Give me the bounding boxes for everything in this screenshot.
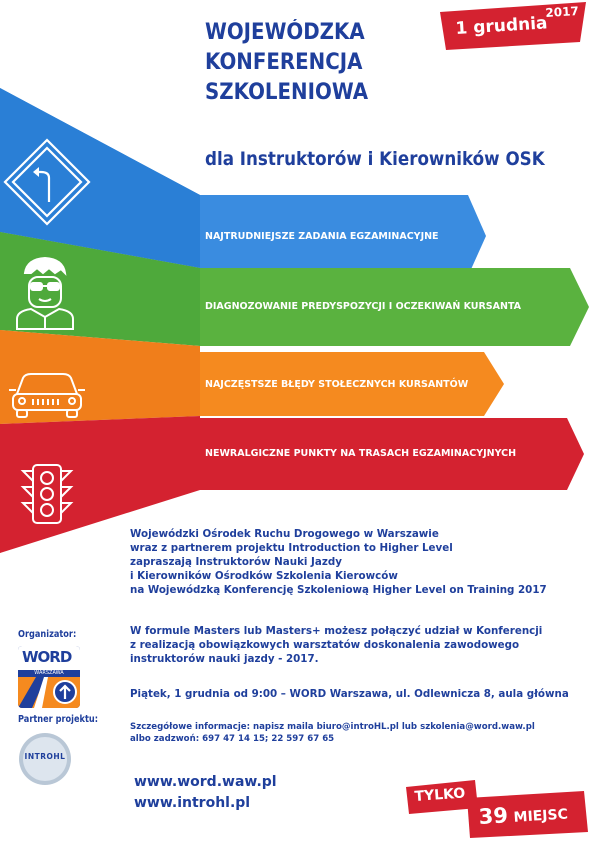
event-info: Piątek, 1 grudnia od 9:00 – WORD Warszawa, ul. Odlewnicza 8, aula główna (130, 688, 569, 700)
road-logo-icon (18, 677, 80, 708)
intro-paragraph (130, 527, 547, 597)
organizer-label: Organizator: (18, 629, 77, 640)
band-label-3: NAJCZĘSTSZE BŁĘDY STOŁECZNYCH KURSANTÓW (205, 379, 469, 390)
title-line-1: WOJEWÓDZKA (205, 20, 365, 45)
conference-subtitle: dla Instruktorów i Kierowników OSK (205, 148, 545, 170)
intro-line: zapraszają Instruktorów Nauki Jazdy (130, 556, 342, 568)
seats-badge-count: 39 (478, 803, 509, 829)
link-word[interactable]: www.word.waw.pl (134, 774, 277, 790)
formula-line: z realizacją obowiązkowych warsztatów doskonalenia zawodowego (130, 639, 520, 651)
word-logo-sub: WARSZAWA (18, 670, 80, 677)
contact-line: albo zadzwoń: 697 47 14 15; 22 597 67 65 (130, 734, 335, 744)
formula-paragraph (130, 624, 542, 666)
formula-line: W formule Masters lub Masters+ możesz połączyć udział w Konferencji (130, 625, 543, 637)
seats-badge-unit: MIEJSC (513, 806, 569, 826)
intro-line: na Wojewódzką Konferencję Szkoleniową Higher Level on Training 2017 (130, 584, 547, 596)
formula-line: instruktorów nauki jazdy - 2017. (130, 653, 319, 665)
band-label-1: NAJTRUDNIEJSZE ZADANIA EGZAMINACYJNE (205, 231, 439, 242)
band-label-4: NEWRALGICZNE PUNKTY NA TRASACH EGZAMINACYJNYCH (205, 448, 517, 459)
title-line-3: SZKOLENIOWA (205, 80, 369, 105)
link-introhl[interactable]: www.introhl.pl (134, 795, 251, 811)
date-badge-label: 1 grudnia (455, 13, 549, 39)
seats-badge-line1: TYLKO (414, 785, 466, 805)
contact-line: Szczegółowe informacje: napisz maila biuro@introHL.pl lub szkolenia@word.waw.pl (130, 722, 535, 732)
introhl-logo-text: INTROHL (24, 752, 66, 761)
intro-line: wraz z partnerem projektu Introduction to Higher Level (130, 542, 453, 554)
intro-line: Wojewódzki Ośrodek Ruchu Drogowego w Warszawie (130, 528, 439, 540)
band-label-2: DIAGNOZOWANIE PREDYSPOZYCJI I OCZEKIWAŃ KURSANTA (205, 301, 522, 312)
contact-info (130, 721, 535, 745)
title-line-2: KONFERENCJA (205, 50, 363, 75)
word-logo-name: WORD (22, 648, 72, 666)
date-badge-year: 2017 (545, 3, 580, 20)
partner-label: Partner projektu: (18, 714, 99, 725)
introhl-logo (19, 733, 71, 785)
conference-title (205, 18, 439, 108)
word-logo (18, 646, 80, 708)
intro-line: i Kierowników Ośrodków Szkolenia Kierowców (130, 570, 398, 582)
